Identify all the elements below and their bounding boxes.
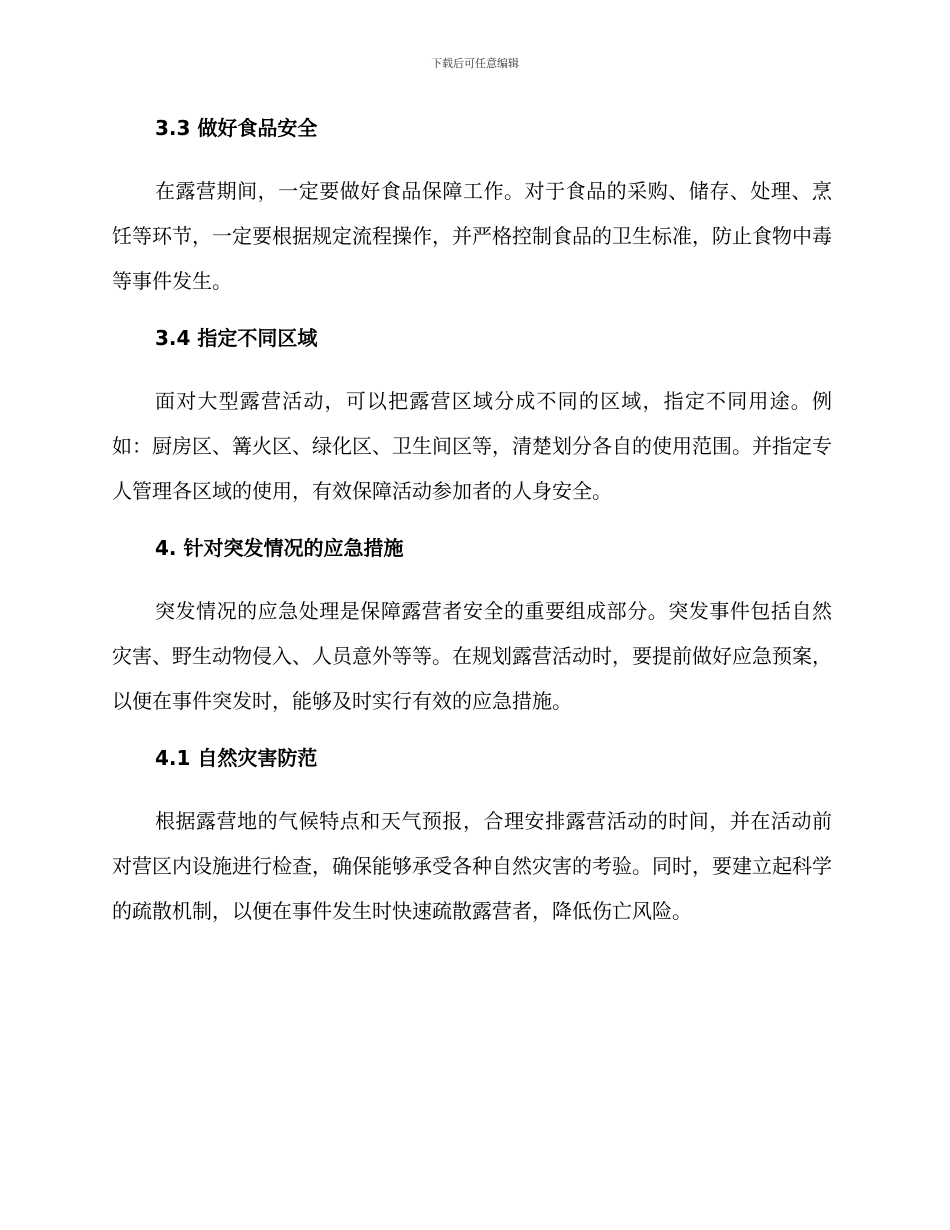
section-paragraph: 在露营期间，一定要做好食品保障工作。对于食品的采购、储存、处理、烹饪等环节，一定要根据规定流程操作，并严格控制食品的卫生标准，防止食物中毒等事件发生。	[112, 179, 832, 293]
section-paragraph: 根据露营地的气候特点和天气预报，合理安排露营活动的时间，并在活动前对营区内设施进行检查，确保能够承受各种自然灾害的考验。同时，要建立起科学的疏散机制，以便在事件发生时快速疏散露营者，降低伤亡风险。	[112, 809, 832, 923]
section-heading: 3.4 指定不同区域	[155, 326, 318, 350]
section-heading: 3.3 做好食品安全	[155, 116, 318, 140]
section-heading: 4.1 自然灾害防范	[155, 746, 318, 770]
section-paragraph: 突发情况的应急处理是保障露营者安全的重要组成部分。突发事件包括自然灾害、野生动物侵入、人员意外等等。在规划露营活动时，要提前做好应急预案，以便在事件突发时，能够及时实行有效的应急措施。	[112, 599, 832, 713]
document-body	[112, 112, 832, 934]
section-food-safety	[112, 112, 832, 322]
section-paragraph: 面对大型露营活动，可以把露营区域分成不同的区域，指定不同用途。例如：厨房区、篝火区、绿化区、卫生间区等，清楚划分各自的使用范围。并指定专人管理各区域的使用，有效保障活动参加者的人身安全。	[112, 389, 832, 503]
section-designated-areas	[112, 322, 832, 532]
section-natural-disaster-prevention	[112, 742, 832, 934]
section-heading: 4. 针对突发情况的应急措施	[155, 536, 404, 560]
section-emergency-measures	[112, 532, 832, 742]
header-note: 下载后可任意编辑	[431, 57, 519, 70]
